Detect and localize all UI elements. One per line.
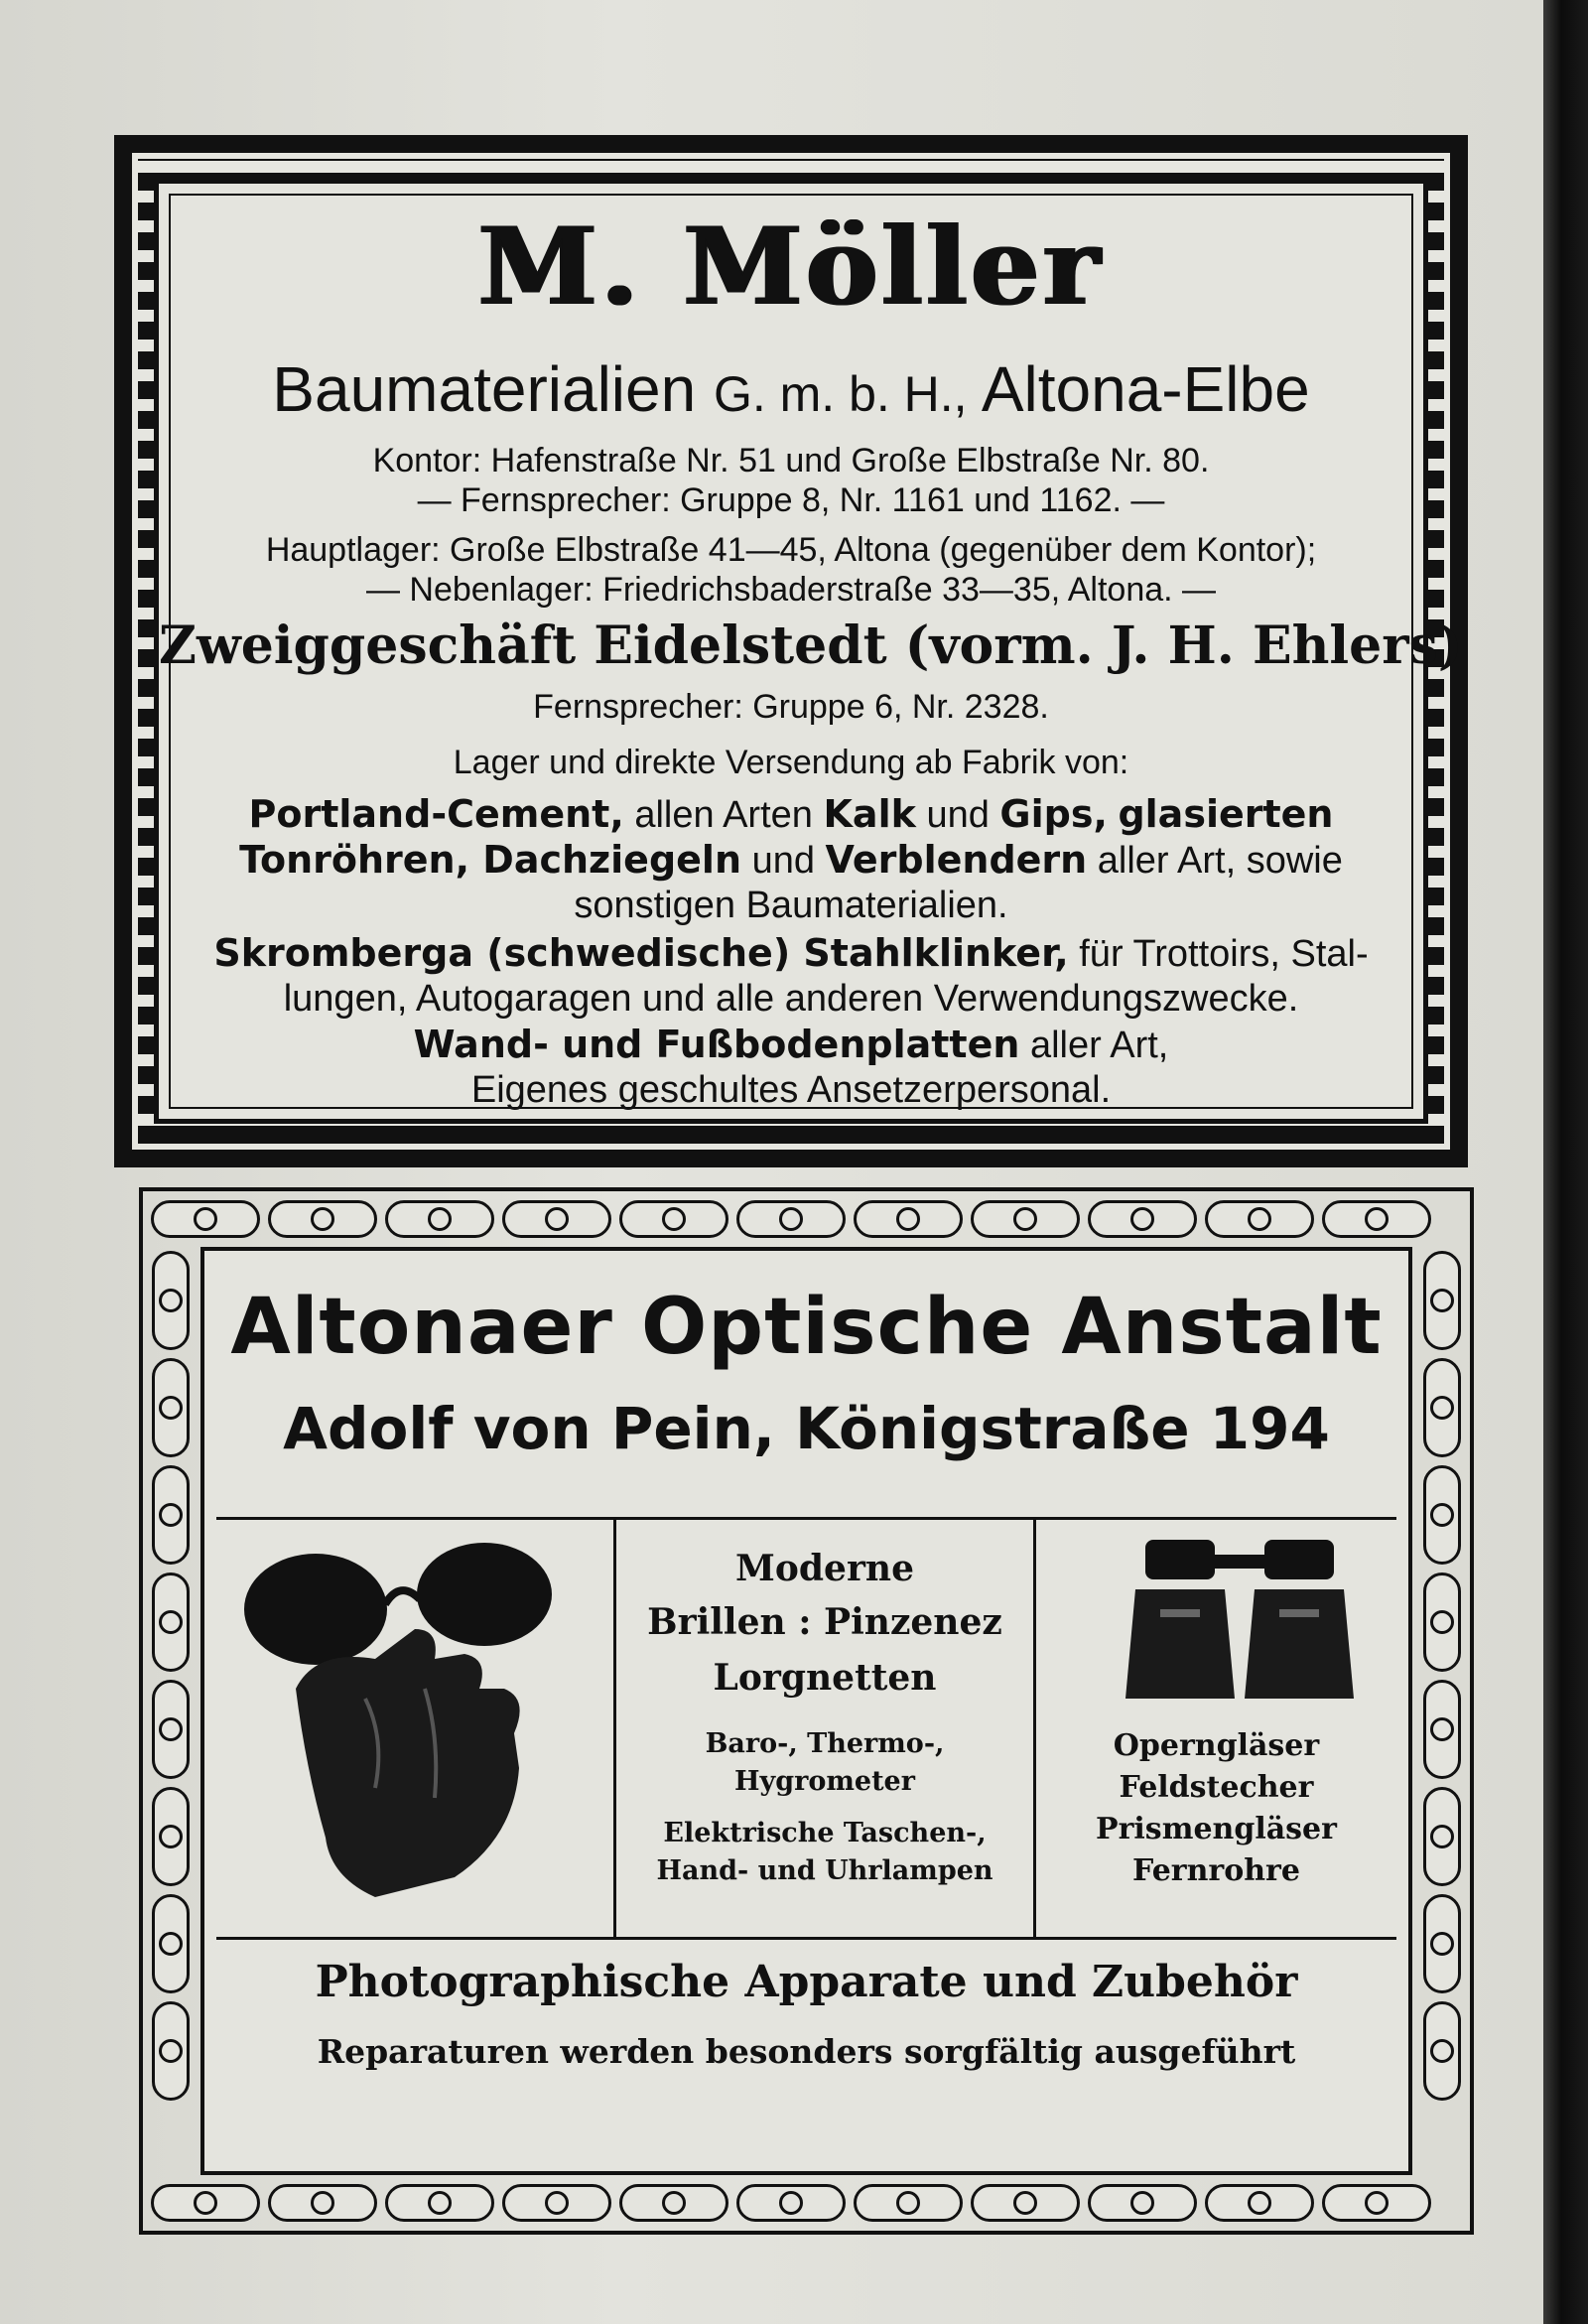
optics-list-cell [616,1520,1036,1937]
hauptlager-line: Hauptlager: Große Elbstraße 41—45, Altona (gegenüber dem Kontor); [265,531,1317,569]
products-line-7: Eigenes geschultes Ansetzerpersonal. [470,1069,1112,1111]
product-gips: Gips, [999,792,1108,836]
hand-with-pince-nez-icon [236,1540,594,1917]
item-elektrische: Elektrische Taschen-, [663,1818,987,1848]
optik-subtitle: Adolf von Pein, Königstraße 194 [283,1395,1330,1462]
repair-line: Reparaturen werden besonders sorgfältig ausgeführt [317,2032,1296,2071]
binoculars-cell [1036,1520,1396,1937]
item-lorgnetten: Lorgnetten [713,1657,937,1699]
moeller-title: M. Möller [478,205,1104,330]
products-line-3: sonstigen Baumaterialien. [574,885,1008,926]
product-skromberga: Skromberga (schwedische) Stahlklinker, [213,931,1069,975]
item-brillen: Brillen : Pinzenez [647,1601,1002,1643]
company-form: G. m. b. H., [713,366,968,422]
zweig-phone-line: Fernsprecher: Gruppe 6, Nr. 2328. [533,688,1049,726]
product-text: und [926,794,990,836]
product-platten: Wand- und Fußbodenplatten [413,1023,1020,1066]
fernsprecher-line: — Fernsprecher: Gruppe 8, Nr. 1161 und 1162. — [417,481,1165,519]
company-word: Baumaterialien [272,353,697,425]
opera-glasses-icon [1125,1530,1354,1709]
ornament-band-left [149,1251,193,2171]
item-feldstecher: Feldstecher [1119,1770,1314,1805]
moeller-advertisement [114,135,1468,1167]
product-grid [216,1517,1396,1940]
product-tonroehren: Tonröhren, Dachziegeln [239,838,742,882]
company-place: Altona-Elbe [981,353,1310,425]
company-line [159,353,1423,425]
ornament-band-right [1420,1251,1464,2171]
item-baro: Baro-, Thermo-, [705,1728,945,1759]
product-kalk: Kalk [823,792,916,836]
item-lampen: Hand- und Uhrlampen [656,1855,993,1886]
product-glasierten: glasierten [1118,792,1334,836]
product-text: aller Art, sowie [1097,840,1343,882]
products-line-1 [159,792,1423,836]
products-line-4 [159,931,1423,975]
item-hygrometer: Hygrometer [734,1766,915,1797]
book-spine [1543,0,1588,2324]
moeller-ad-body [154,179,1463,1124]
ornament-band-top [151,1197,1462,1241]
product-cement: Portland-Cement, [248,792,624,836]
products-line-6 [159,1025,1423,1064]
optik-title: Altonaer Optische Anstalt [230,1283,1383,1372]
lager-line: Lager und direkte Versendung ab Fabrik von: [453,744,1129,781]
optische-anstalt-advertisement [139,1187,1474,2235]
item-prismengläser: Prismengläser [1096,1812,1337,1846]
product-text: für Trottoirs, Stal- [1079,933,1369,975]
product-verblender: Verblendern [825,838,1088,882]
kontor-line: Kontor: Hafenstraße Nr. 51 und Große Elbstraße Nr. 80. [372,442,1210,479]
zweiggeschaeft-line: Zweiggeschäft Eidelstedt (vorm. J. H. Ehlers) [159,615,1463,676]
nebenlager-line: — Nebenlager: Friedrichsbaderstraße 33—35, Altona. — [365,571,1217,609]
product-text: allen Arten [634,794,813,836]
product-text: aller Art, [1029,1025,1169,1066]
item-moderne: Moderne [735,1548,914,1589]
photo-apparatus-line: Photographische Apparate und Zubehör [315,1957,1298,2007]
products-line-5: lungen, Autogaragen und alle anderen Verwendungszwecke. [283,978,1299,1020]
products-line-2 [159,838,1423,882]
hand-cell [216,1520,616,1937]
product-text: und [751,840,815,882]
item-operngläser: Operngläser [1113,1728,1320,1763]
optik-ad-body [200,1247,1412,2175]
item-fernrohre: Fernrohre [1132,1853,1300,1888]
ornament-band-bottom [151,2181,1462,2225]
